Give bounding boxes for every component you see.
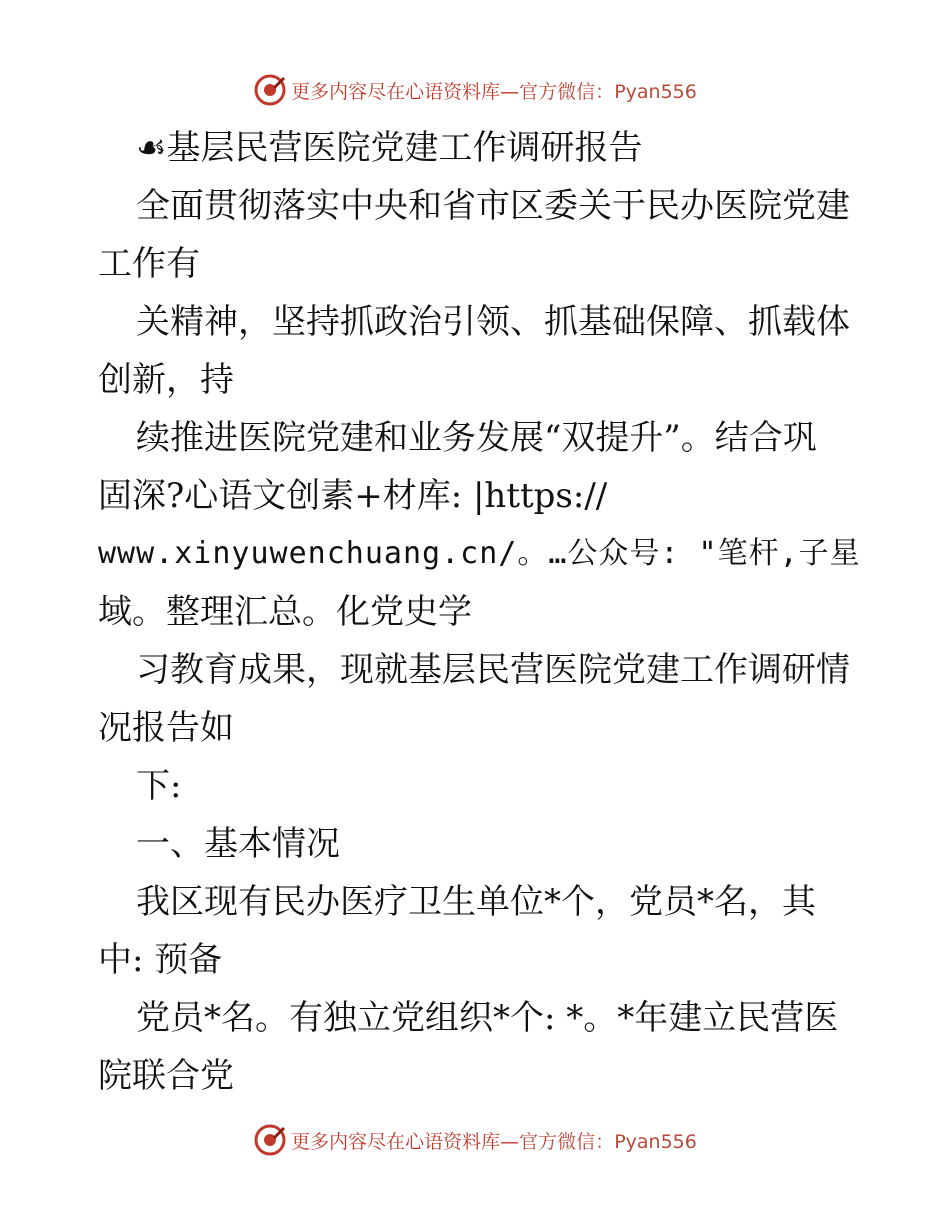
- banner-wechat-label: 官方微信：: [519, 80, 615, 103]
- banner-text: [291, 1127, 697, 1154]
- header-banner: [0, 70, 950, 110]
- banner-dash: —: [500, 80, 520, 103]
- banner-main-text: 更多内容尽在心语资料库: [291, 80, 501, 103]
- brand-logo-icon: [253, 1123, 287, 1157]
- banner-main-text: 更多内容尽在心语资料库: [291, 1130, 501, 1153]
- document-title: ☙基层民营医院党建工作调研报告: [136, 128, 643, 168]
- paragraph-line: 域。整理汇总。化党史学: [98, 592, 472, 632]
- banner-wechat-id: Pyan556: [614, 1130, 697, 1153]
- banner-wechat-label: 官方微信：: [519, 1130, 615, 1153]
- paragraph-line: 习教育成果，现就基层民营医院党建工作调研情: [136, 650, 850, 690]
- paragraph-line: 况报告如: [98, 708, 234, 748]
- brand-logo-icon: [253, 73, 287, 107]
- banner-text: [291, 77, 697, 104]
- paragraph-line: 全面贯彻落实中央和省市区委关于民办医院党建: [136, 186, 850, 226]
- paragraph-line: 我区现有民办医疗卫生单位*个，党员*名，其: [136, 882, 816, 922]
- paragraph-line: 工作有: [98, 244, 200, 284]
- banner-dash: —: [500, 1130, 520, 1153]
- paragraph-line: 固深?心语文创素+材库: |https://: [98, 476, 608, 516]
- section-heading: 一、基本情况: [136, 824, 340, 864]
- paragraph-line: 续推进医院党建和业务发展“双提升”。结合巩: [136, 418, 817, 458]
- paragraph-line: 党员*名。有独立党组织*个: *。*年建立民营医: [136, 998, 839, 1038]
- url-line: www.xinyuwenchuang.cn/。…公众号: "笔杆,子星: [98, 536, 861, 571]
- paragraph-line: 下:: [136, 766, 182, 806]
- banner-wechat-id: Pyan556: [614, 80, 697, 103]
- footer-banner: [0, 1120, 950, 1160]
- paragraph-line: 中: 预备: [98, 940, 223, 980]
- paragraph-line: 院联合党: [98, 1056, 234, 1096]
- paragraph-line: 关精神，坚持抓政治引领、抓基础保障、抓载体: [136, 302, 850, 342]
- paragraph-line: 创新，持: [98, 360, 234, 400]
